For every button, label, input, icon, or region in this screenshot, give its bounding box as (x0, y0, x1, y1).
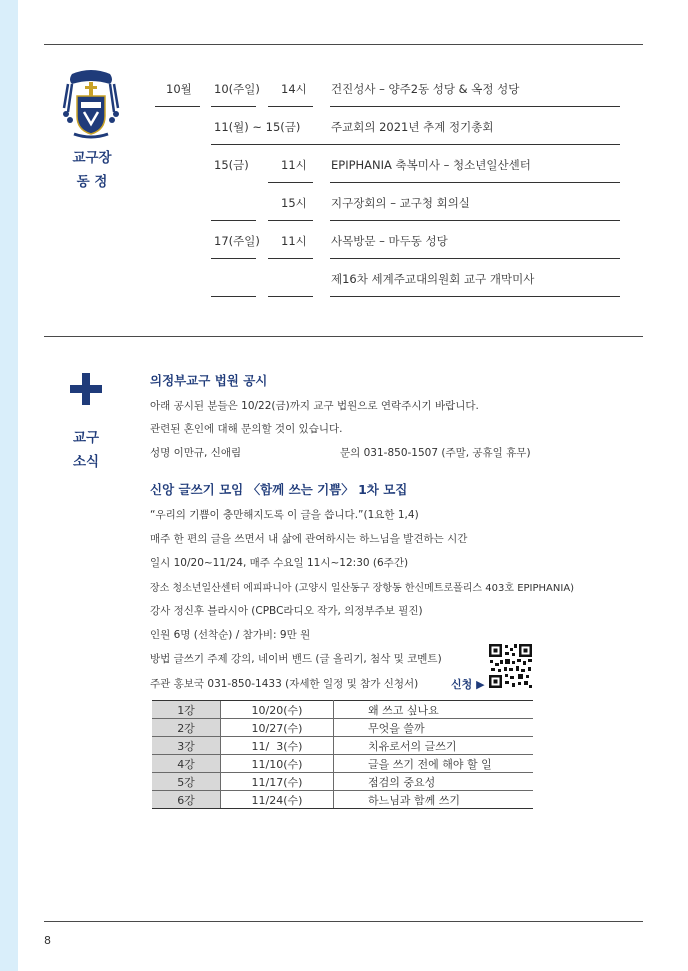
writing-capacity: 인원 6명 (선착순) / 참가비: 9만 원 (150, 629, 311, 641)
apply-link[interactable]: 신청 ▶ (451, 678, 485, 691)
writing-lecturer: 강사 정신후 블라시아 (CPBC라디오 작가, 의정부주보 필진) (150, 605, 423, 617)
table-row (152, 773, 533, 791)
notice-line: 관련된 혼인에 대해 문의할 것이 있습니다. (150, 423, 343, 435)
qr-code-icon[interactable] (488, 643, 533, 689)
row-underline (330, 220, 620, 221)
row-underline (268, 182, 313, 183)
row-underline (330, 296, 620, 297)
bishop-section-label (60, 146, 124, 194)
schedule-time: 11시 (281, 234, 307, 248)
schedule-event: 주교회의 2021년 추계 정기총회 (331, 120, 494, 134)
session-topic: 하느님과 함께 쓰기 (334, 791, 534, 809)
session-date: 11/17(수) (221, 773, 334, 791)
bishop-crest-icon (62, 68, 120, 140)
writing-quote: “우리의 기쁨이 충만해지도록 이 글을 씁니다.”(1요한 1,4) (150, 509, 419, 521)
schedule-event: 건진성사 – 양주2동 성당 & 옥정 성당 (331, 82, 520, 96)
schedule-time: 14시 (281, 82, 307, 96)
month-underline (155, 106, 200, 107)
row-underline (211, 258, 256, 259)
notice-names: 성명 이만규, 신애림 (150, 447, 242, 459)
row-underline (211, 144, 620, 145)
schedule-date: 15(금) (214, 158, 249, 172)
news-label-line1: 교구 (72, 430, 100, 446)
session-number: 6강 (152, 791, 221, 809)
section-divider (44, 336, 643, 337)
schedule-event: 지구장회의 – 교구청 회의실 (331, 196, 470, 210)
table-row (152, 701, 533, 719)
session-number: 2강 (152, 719, 221, 737)
row-underline (330, 258, 620, 259)
notice-line: 아래 공시된 분들은 10/22(금)까지 교구 법원으로 연락주시기 바랍니다. (150, 400, 479, 412)
session-date: 10/27(수) (221, 719, 334, 737)
session-number: 3강 (152, 737, 221, 755)
schedule-event: 제16차 세계주교대의원회 교구 개막미사 (331, 272, 535, 286)
news-section-label (60, 426, 112, 474)
writing-place: 장소 청소년일산센터 에피파니아 (고양시 일산동구 장항동 한신메트로폴리스 403호 EPIPHANIA) (150, 583, 575, 594)
side-color-strip (0, 0, 18, 971)
writing-schedule: 일시 10/20~11/24, 매주 수요일 11시~12:30 (6주간) (150, 557, 409, 569)
table-row (152, 755, 533, 773)
plus-icon-bar (70, 385, 102, 393)
schedule-date: 17(주일) (214, 234, 260, 248)
row-underline (268, 258, 313, 259)
schedule-date: 10(주일) (214, 82, 260, 96)
session-date: 11/24(수) (221, 791, 334, 809)
bishop-label-line2: 동 정 (76, 174, 108, 190)
session-topic: 점검의 중요성 (334, 773, 534, 791)
top-divider (44, 44, 643, 45)
table-row (152, 737, 533, 755)
session-date: 11/ 3(수) (221, 737, 334, 755)
session-topic: 글을 쓰기 전에 해야 할 일 (334, 755, 534, 773)
bishop-label-line1: 교구장 (72, 150, 112, 166)
row-underline (211, 106, 256, 107)
writing-organizer: 주관 홍보국 031-850-1433 (자세한 일정 및 참가 신청서) (150, 678, 419, 690)
schedule-time: 15시 (281, 196, 307, 210)
session-date: 11/10(수) (221, 755, 334, 773)
row-underline (268, 106, 313, 107)
row-underline (268, 296, 313, 297)
session-number: 1강 (152, 701, 221, 719)
schedule-month: 10월 (166, 82, 192, 96)
schedule-date: 11(월) ~ 15(금) (214, 120, 301, 134)
row-underline (330, 182, 620, 183)
session-number: 5강 (152, 773, 221, 791)
row-underline (330, 106, 620, 107)
session-table (152, 700, 533, 809)
session-topic: 치유로서의 글쓰기 (334, 737, 534, 755)
notice-contact: 문의 031-850-1507 (주말, 공휴일 휴무) (340, 447, 531, 459)
page-number: 8 (44, 934, 51, 947)
schedule-time: 11시 (281, 158, 307, 172)
session-topic: 왜 쓰고 싶나요 (334, 701, 534, 719)
session-date: 10/20(수) (221, 701, 334, 719)
row-underline (211, 296, 256, 297)
news-label-line2: 소식 (72, 454, 100, 470)
writing-title: 신앙 글쓰기 모임 〈함께 쓰는 기쁨〉 1차 모집 (150, 482, 408, 497)
bottom-divider (44, 921, 643, 922)
session-number: 4강 (152, 755, 221, 773)
row-underline (211, 220, 256, 221)
table-row (152, 719, 533, 737)
row-underline (268, 220, 313, 221)
writing-method: 방법 글쓰기 주제 강의, 네이버 밴드 (글 올리기, 첨삭 및 코멘트) (150, 653, 442, 665)
notice-title: 의정부교구 법원 공시 (150, 373, 268, 388)
session-topic: 무엇을 쓸까 (334, 719, 534, 737)
writing-desc: 매주 한 편의 글을 쓰면서 내 삶에 관여하시는 하느님을 발견하는 시간 (150, 533, 468, 545)
schedule-event: EPIPHANIA 축복미사 – 청소년일산센터 (331, 158, 531, 172)
schedule-event: 사목방문 – 마두동 성당 (331, 234, 448, 248)
table-row (152, 791, 533, 809)
